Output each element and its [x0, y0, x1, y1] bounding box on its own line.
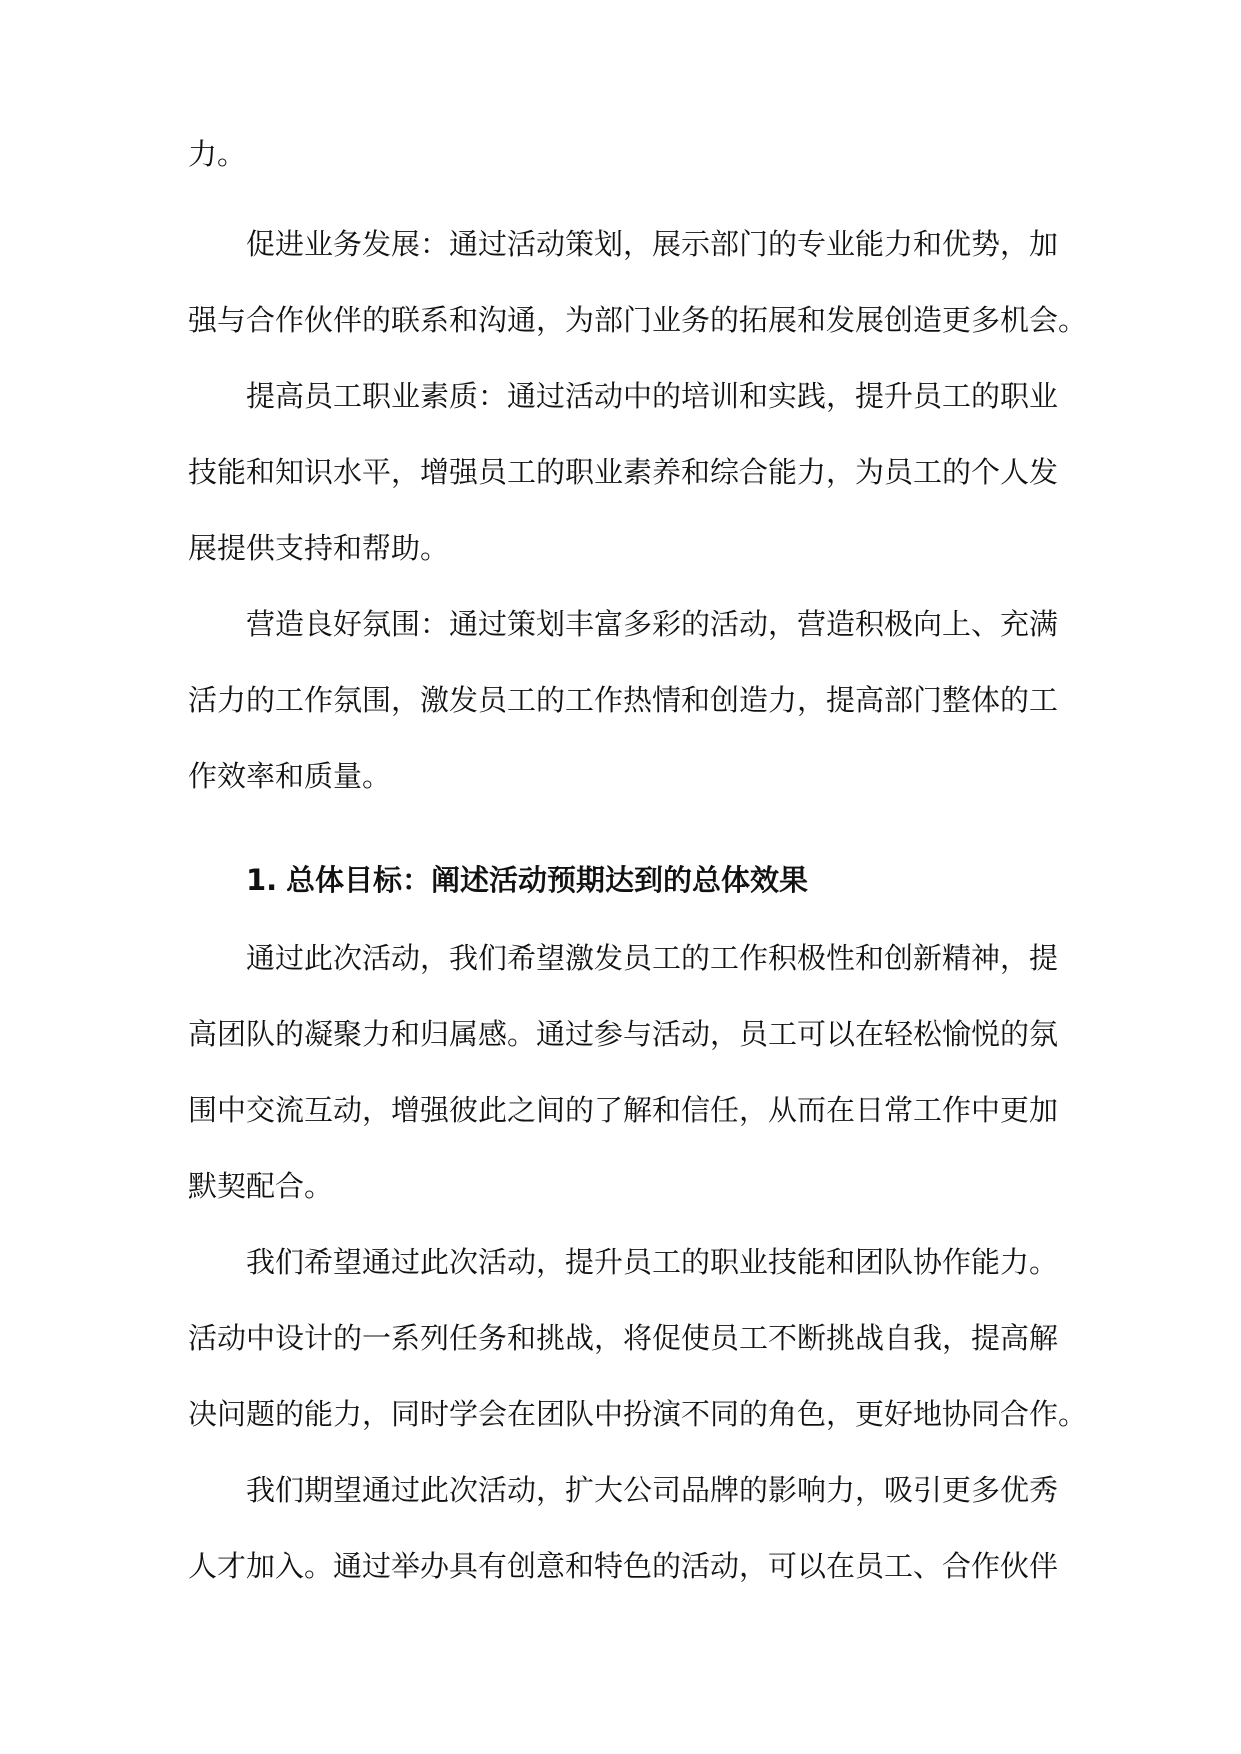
paragraph-line: 围中交流互动，增强彼此之间的了解和信任，从而在日常工作中更加 [188, 1093, 1059, 1127]
paragraph-line: 人才加入。通过举办具有创意和特色的活动，可以在员工、合作伙伴 [188, 1549, 1059, 1583]
paragraph-line: 高团队的凝聚力和归属感。通过参与活动，员工可以在轻松愉悦的氛 [188, 1017, 1059, 1051]
paragraph-line: 我们希望通过此次活动，提升员工的职业技能和团队协作能力。 [246, 1245, 1059, 1279]
heading-text: 总体目标：阐述活动预期达到的总体效果 [286, 863, 809, 897]
paragraph-line: 决问题的能力，同时学会在团队中扮演不同的角色，更好地协同合作。 [188, 1397, 1088, 1431]
paragraph-line: 促进业务发展：通过活动策划，展示部门的专业能力和优势，加 [246, 227, 1059, 261]
paragraph-line: 力。 [188, 137, 247, 171]
section-heading [246, 860, 808, 900]
paragraph-line: 作效率和质量。 [188, 759, 392, 793]
paragraph-line: 提高员工职业素质：通过活动中的培训和实践，提升员工的职业 [246, 379, 1059, 413]
paragraph-line: 我们期望通过此次活动，扩大公司品牌的影响力，吸引更多优秀 [246, 1473, 1059, 1507]
paragraph-line: 技能和知识水平，增强员工的职业素养和综合能力，为员工的个人发 [188, 455, 1059, 489]
paragraph-line: 营造良好氛围：通过策划丰富多彩的活动，营造积极向上、充满 [246, 607, 1059, 641]
paragraph-line: 展提供支持和帮助。 [188, 531, 450, 565]
paragraph-line: 通过此次活动，我们希望激发员工的工作积极性和创新精神，提 [246, 941, 1059, 975]
paragraph-line: 活动中设计的一系列任务和挑战，将促使员工不断挑战自我，提高解 [188, 1321, 1059, 1355]
heading-number: 1. [246, 863, 278, 897]
paragraph-line: 强与合作伙伴的联系和沟通，为部门业务的拓展和发展创造更多机会。 [188, 303, 1088, 337]
paragraph-line: 默契配合。 [188, 1169, 334, 1203]
paragraph-line: 活力的工作氛围，激发员工的工作热情和创造力，提高部门整体的工 [188, 683, 1059, 717]
